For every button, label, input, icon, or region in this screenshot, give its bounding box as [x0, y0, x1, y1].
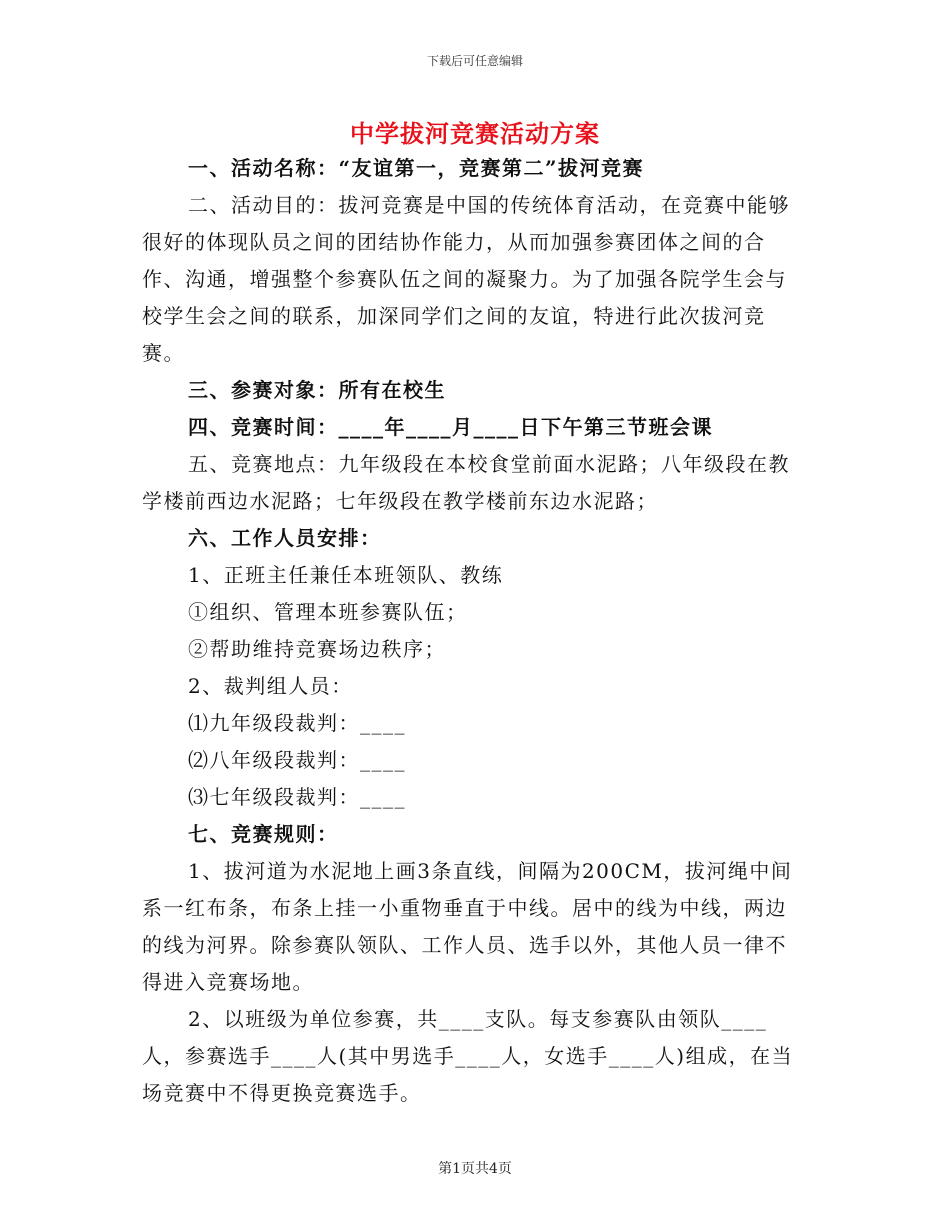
rule-2: 2、以班级为单位参赛，共____支队。每支参赛队由领队____人，参赛选手____人(其中男选手____人，女选手____人)组成，在当场竞赛中不得更换竞赛选手。 [142, 1007, 794, 1105]
page-footer: 第1页共4页 [438, 1161, 512, 1177]
staff-item-1: 1、正班主任兼任本班领队、教练 [188, 563, 504, 587]
rule-1: 1、拔河道为水泥地上画3条直线，间隔为200CM，拔河绳中间系一红布条，布条上挂一小重物垂直于中线。居中的线为中线，两边的线为河界。除参赛队领队、工作人员、选手以外，其他人员一律不得进入竞赛场地。 [142, 859, 793, 994]
section-participants: 三、参赛对象：所有在校生 [188, 378, 446, 402]
document-body [142, 150, 802, 1112]
section-activity-purpose: 二、活动目的：拔河竞赛是中国的传统体育活动，在竞赛中能够很好的体现队员之间的团结协作能力，从而加强参赛团体之间的合作、沟通，增强整个参赛队伍之间的凝聚力。为了加强各院学生会与校学生会之间的联系，加深同学们之间的友谊，特进行此次拔河竞赛。 [142, 193, 790, 365]
section-location: 五、竞赛地点：九年级段在本校食堂前面水泥路；八年级段在教学楼前西边水泥路；七年级段在教学楼前东边水泥路； [142, 452, 790, 513]
referee-grade-8: ⑵八年级段裁判：____ [188, 748, 406, 772]
referee-grade-9: ⑴九年级段裁判：____ [188, 711, 406, 735]
staff-item-2: 2、裁判组人员： [188, 674, 353, 698]
staff-item-1a: ①组织、管理本班参赛队伍； [188, 600, 468, 624]
section-time: 四、竞赛时间：____年____月____日下午第三节班会课 [188, 415, 713, 439]
staff-item-1b: ②帮助维持竞赛场边秩序； [188, 637, 446, 661]
section-staff: 六、工作人员安排： [188, 526, 382, 550]
section-rules: 七、竞赛规则： [188, 822, 339, 846]
header-note: 下载后可任意编辑 [426, 54, 523, 68]
page-title: 中学拔河竞赛活动方案 [350, 119, 600, 148]
referee-grade-7: ⑶七年级段裁判：____ [188, 785, 406, 809]
section-activity-name: 一、活动名称：“友谊第一，竞赛第二”拔河竞赛 [188, 156, 645, 180]
